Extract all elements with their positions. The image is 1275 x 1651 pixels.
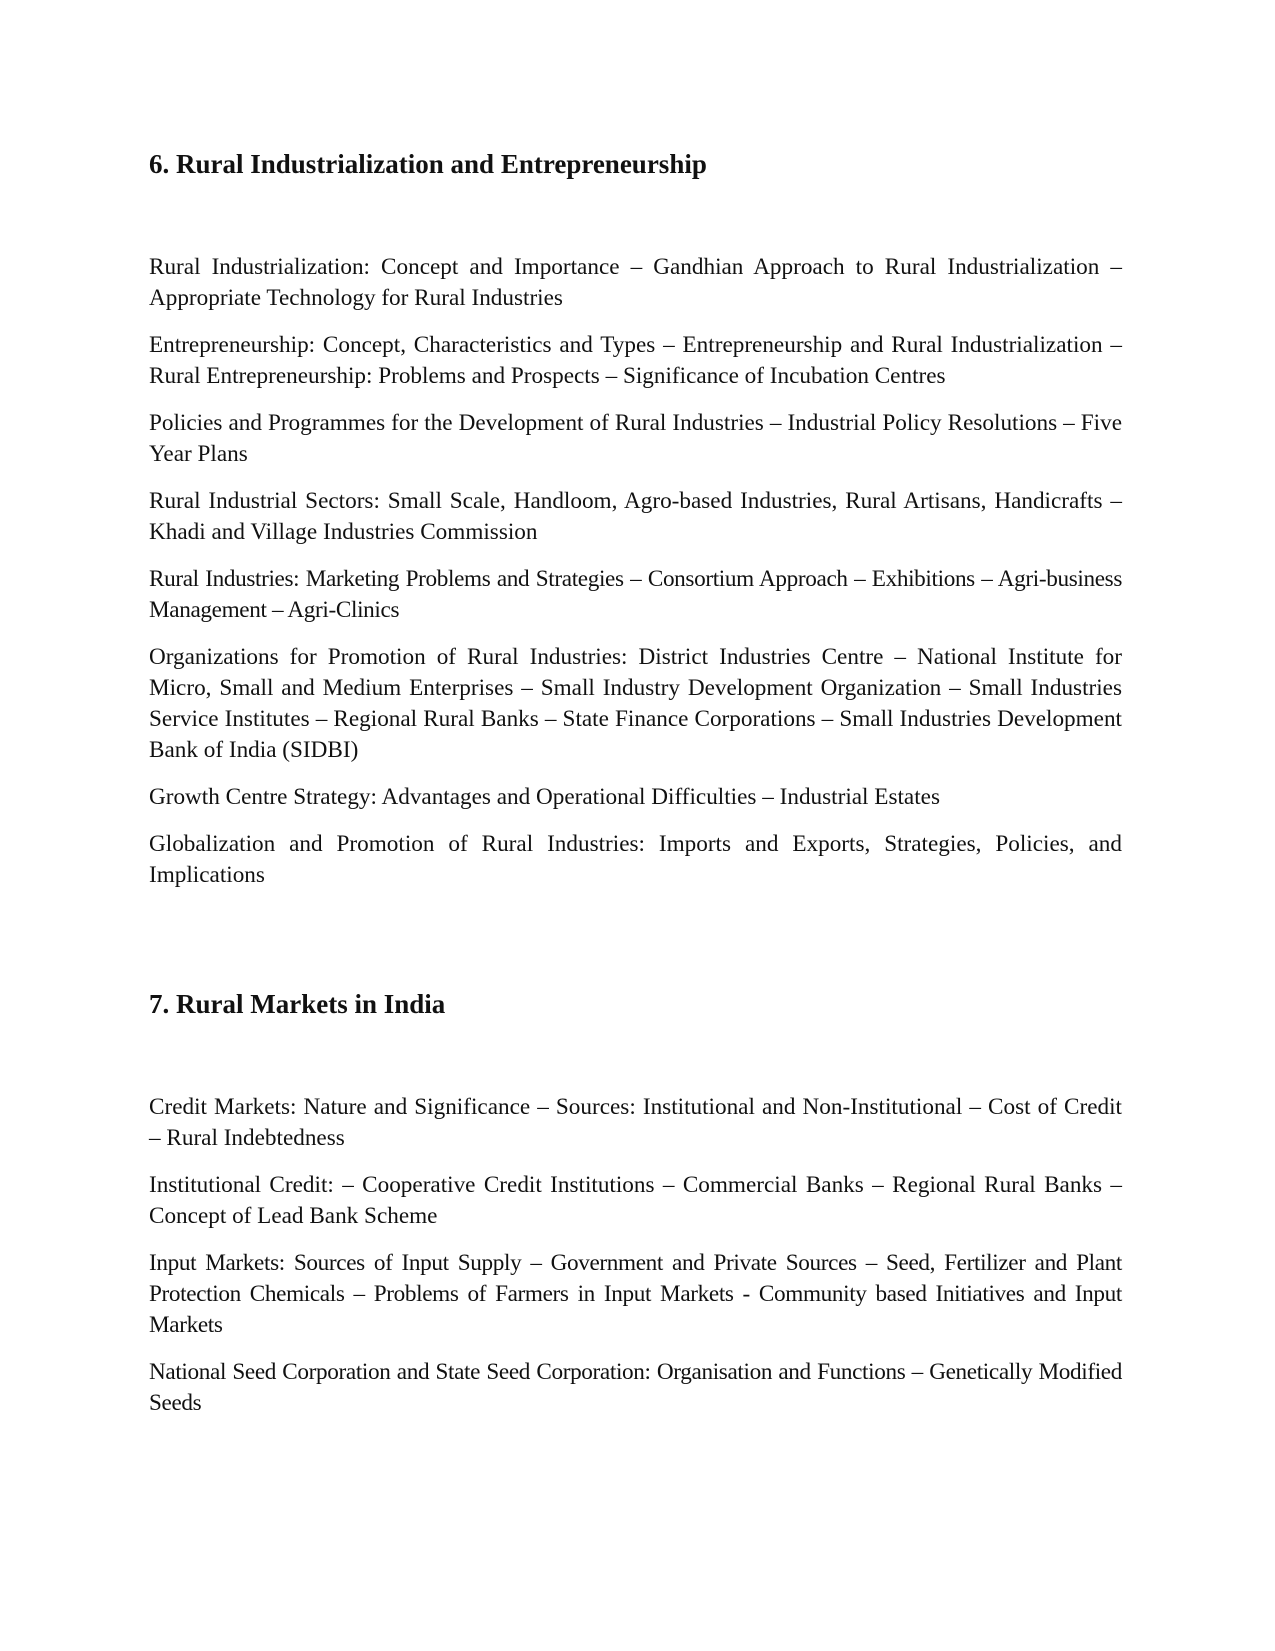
paragraph: Organizations for Promotion of Rural Industries: District Industries Centre – National Institute for Micro, Small and Medium Enterprises – Small Industry Development Organization – Small Industries Service Institutes – Regional Rural Banks – State Finance Corporations – Small Industries Development Bank of India (SIDBI) — [149, 644, 1122, 763]
section-6-body — [149, 252, 1122, 907]
paragraph: Rural Industries: Marketing Problems and Strategies – Consortium Approach – Exhibitions – Agri-business Management – Agri-Clinics — [149, 566, 1122, 623]
paragraph: Globalization and Promotion of Rural Industries: Imports and Exports, Strategies, Policies, and Implications — [149, 831, 1122, 888]
paragraph: Rural Industrial Sectors: Small Scale, Handloom, Agro-based Industries, Rural Artisans, Handicrafts – Khadi and Village Industries Commission — [149, 488, 1122, 545]
section-6 — [149, 148, 1122, 180]
section-heading: 7. Rural Markets in India — [149, 989, 446, 1019]
paragraph: Growth Centre Strategy: Advantages and Operational Difficulties – Industrial Estates — [149, 784, 940, 810]
paragraph: National Seed Corporation and State Seed Corporation: Organisation and Functions – Genetically Modified Seeds — [149, 1359, 1122, 1416]
paragraph: Entrepreneurship: Concept, Characteristics and Types – Entrepreneurship and Rural Industrialization – Rural Entrepreneurship: Problems and Prospects – Significance of Incubation Centres — [149, 332, 1122, 389]
section-7-body — [149, 1092, 1122, 1435]
paragraph: Rural Industrialization: Concept and Importance – Gandhian Approach to Rural Industrialization – Appropriate Technology for Rural Industries — [149, 254, 1122, 311]
paragraph: Policies and Programmes for the Development of Rural Industries – Industrial Policy Resolutions – Five Year Plans — [149, 410, 1122, 467]
paragraph: Input Markets: Sources of Input Supply – Government and Private Sources – Seed, Fertilizer and Plant Protection Chemicals – Problems of Farmers in Input Markets - Community based Initiatives and Input Markets — [149, 1250, 1122, 1338]
section-heading: 6. Rural Industrialization and Entrepreneurship — [149, 149, 707, 179]
paragraph: Credit Markets: Nature and Significance – Sources: Institutional and Non-Institutional – Cost of Credit – Rural Indebtedness — [149, 1094, 1122, 1151]
paragraph: Institutional Credit: – Cooperative Credit Institutions – Commercial Banks – Regional Rural Banks – Concept of Lead Bank Scheme — [149, 1172, 1122, 1229]
section-7 — [149, 988, 1122, 1020]
